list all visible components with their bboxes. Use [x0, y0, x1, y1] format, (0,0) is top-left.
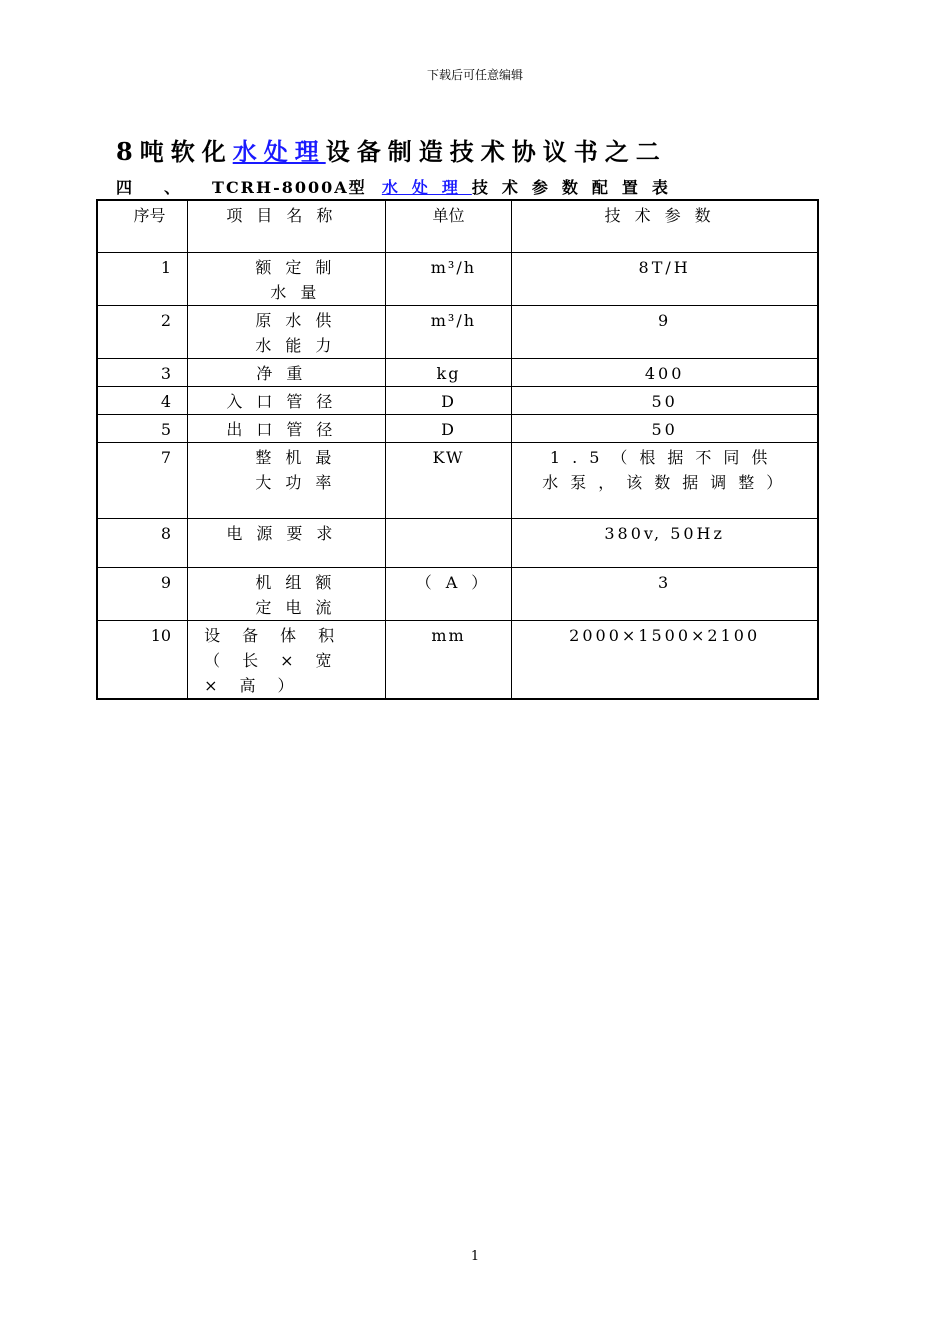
row-no: 4: [97, 386, 188, 414]
table-row: [97, 620, 818, 699]
row-value: 400: [512, 358, 818, 386]
row-name: 设备体积（长×宽×高）: [188, 620, 386, 699]
row-unit: kg: [385, 358, 512, 386]
table-row: [97, 386, 818, 414]
title-link-water-treatment[interactable]: 水处理: [232, 137, 326, 166]
row-unit: D: [385, 414, 512, 442]
row-name: 入口管径: [188, 386, 386, 414]
document-title: [116, 132, 667, 167]
row-no: 10: [97, 620, 188, 699]
header-note: 下载后可任意编辑: [426, 68, 523, 82]
row-no: 2: [97, 305, 188, 358]
row-name: 电源要求: [188, 518, 386, 567]
header-name: 项目名称: [188, 200, 386, 252]
table-row: [97, 567, 818, 620]
table-row: [97, 442, 818, 518]
row-unit: m³/h: [385, 252, 512, 305]
row-value: 380v, 50Hz: [512, 518, 818, 567]
row-no: 7: [97, 442, 188, 518]
table-row: [97, 358, 818, 386]
row-unit: [385, 518, 512, 567]
row-name: 原水供水能力: [188, 305, 386, 358]
section-suffix: 技术参数配置表: [471, 178, 682, 197]
header-no: 序号: [97, 200, 188, 252]
row-unit: （A）: [385, 567, 512, 620]
row-unit: mm: [385, 620, 512, 699]
row-no: 1: [97, 252, 188, 305]
row-value: 50: [512, 386, 818, 414]
page-number: 1: [470, 1249, 480, 1264]
row-name: 出口管径: [188, 414, 386, 442]
row-value: 9: [512, 305, 818, 358]
table-header-row: [97, 200, 818, 252]
table-row: [97, 518, 818, 567]
row-name: 额定制水量: [188, 252, 386, 305]
row-unit: m³/h: [385, 305, 512, 358]
header-unit: 单位: [385, 200, 512, 252]
section-separator: 、: [164, 178, 183, 197]
row-unit: KW: [385, 442, 512, 518]
row-value: 8T/H: [512, 252, 818, 305]
row-no: 9: [97, 567, 188, 620]
row-no: 5: [97, 414, 188, 442]
header-value: 技术参数: [512, 200, 818, 252]
row-name: 净重: [188, 358, 386, 386]
row-name: 整机最大功率: [188, 442, 386, 518]
section-heading: [116, 175, 682, 198]
section-number: 四: [116, 178, 135, 197]
table-row: [97, 252, 818, 305]
row-no: 8: [97, 518, 188, 567]
table-row: [97, 414, 818, 442]
row-value: 3: [512, 567, 818, 620]
row-value: 2000×1500×2100: [512, 620, 818, 699]
row-name: 机组额定电流: [188, 567, 386, 620]
row-value: 1.5（根据不同供水泵，该数据调整）: [512, 442, 818, 518]
section-model: TCRH-8000A型: [212, 178, 367, 197]
row-value: 50: [512, 414, 818, 442]
title-suffix: 设备制造技术协议书之二: [325, 137, 667, 166]
row-no: 3: [97, 358, 188, 386]
table-row: [97, 305, 818, 358]
spec-table: [96, 199, 819, 700]
row-unit: D: [385, 386, 512, 414]
title-prefix: 8吨软化: [116, 137, 233, 166]
section-link-water-treatment[interactable]: 水处理: [381, 178, 472, 197]
